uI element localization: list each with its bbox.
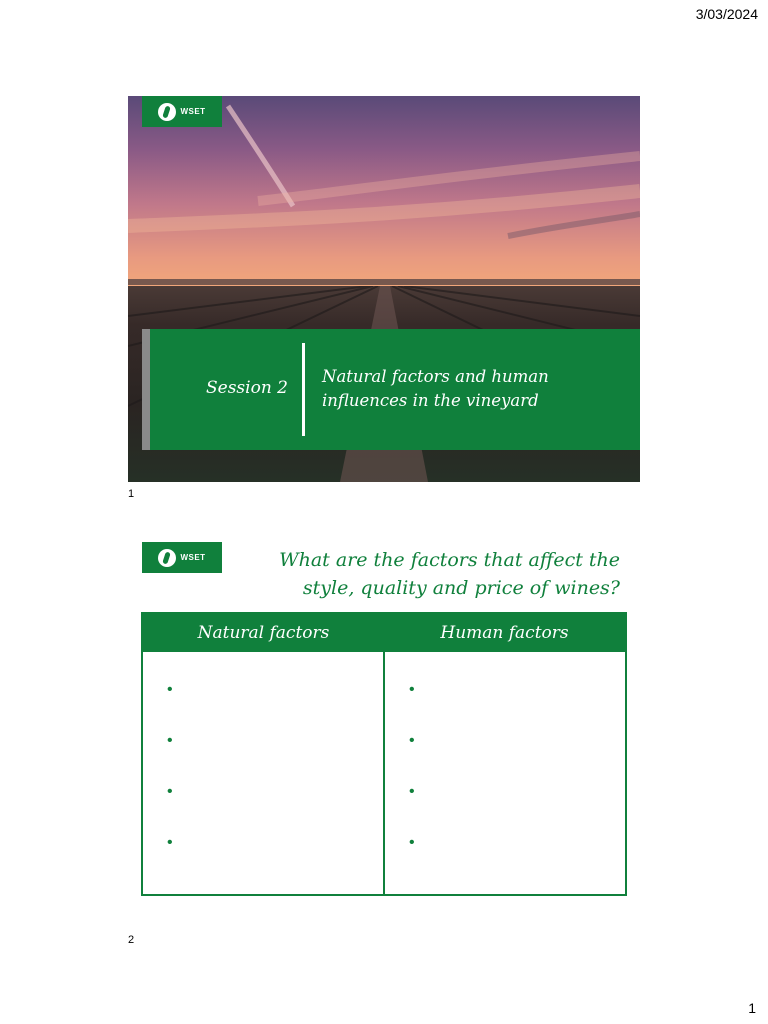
wset-logo [142, 96, 222, 127]
bullet: • [167, 834, 173, 851]
question-line-1: What are the factors that affect the [279, 549, 620, 571]
session-title-line-2: influences in the vineyard [322, 391, 539, 410]
natural-factors-column [143, 652, 383, 894]
wset-globe-icon [158, 549, 176, 567]
logo-text: WSET [180, 107, 206, 116]
bullet: • [167, 783, 173, 800]
wset-globe-icon [158, 103, 176, 121]
session-title [322, 365, 622, 413]
title-band [142, 329, 640, 450]
title-divider [302, 343, 305, 436]
bullet: • [409, 732, 415, 749]
session-label: Session 2 [206, 378, 288, 398]
page-date: 3/03/2024 [695, 6, 758, 22]
natural-factors-heading: Natural factors [197, 623, 330, 643]
bullet: • [409, 834, 415, 851]
table-header [143, 614, 625, 652]
factors-table [141, 612, 627, 896]
session-title-line-1: Natural factors and human [322, 367, 549, 386]
bullet: • [167, 732, 173, 749]
table-body [143, 652, 625, 894]
bullet: • [409, 681, 415, 698]
slide-1 [128, 96, 640, 482]
slide-number-1: 1 [128, 488, 135, 500]
slide-number-2: 2 [128, 934, 135, 946]
bullet: • [409, 783, 415, 800]
human-factors-column [383, 652, 625, 894]
page-number: 1 [748, 1000, 756, 1016]
slide-question [238, 546, 620, 602]
human-factors-heading: Human factors [440, 623, 569, 643]
bullet: • [167, 681, 173, 698]
logo-text: WSET [180, 553, 206, 562]
slide-2 [128, 530, 640, 916]
question-line-2: style, quality and price of wines? [302, 577, 620, 599]
wset-logo [142, 542, 222, 573]
